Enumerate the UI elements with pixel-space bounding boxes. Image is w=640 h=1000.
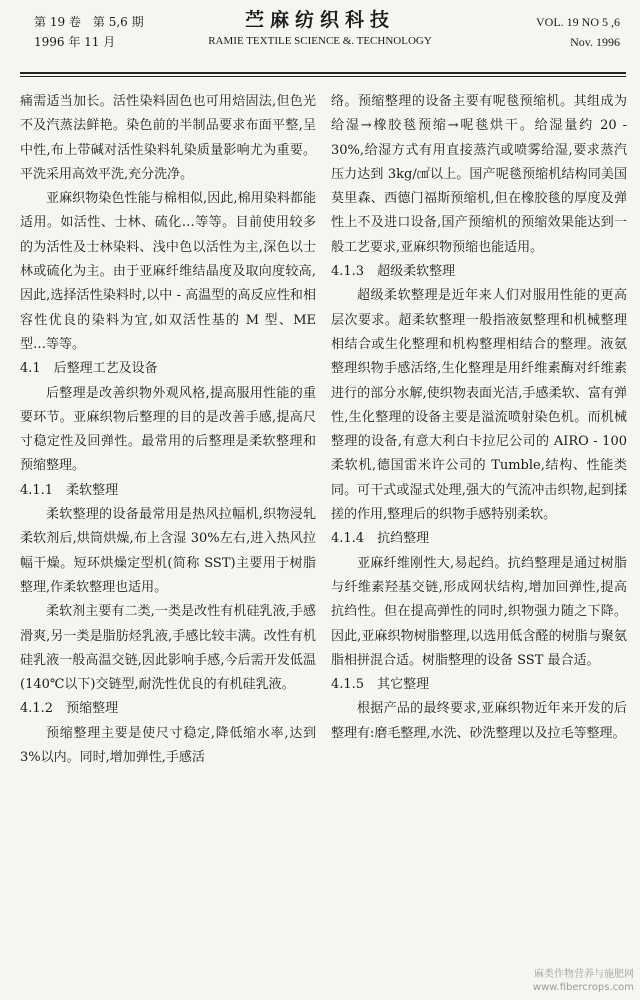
paragraph: 根据产品的最终要求,亚麻织物近年来开发的后整理有:磨毛整理,水洗、砂洗整理以及拉毛等整理。 [331, 701, 627, 741]
header-rule-thin [20, 76, 626, 77]
watermark-site-name: 麻类作物营养与施肥网 [534, 969, 634, 980]
section-heading: 4.1.1 柔软整理 [20, 482, 119, 498]
paragraph: 超级柔软整理是近年来人们对服用性能的更高层次要求。超柔软整理一般指液氨整理和机械整理相结合或生化整理和机构整理相结合的整理。液氨整理织物手感活络,生化整理是用纤维素酶对纤维素进行的部分水解,使织物表面光洁,手感柔软、富有弹性,生化整理的设备主要是溢流喷射染色机。而机械整理的设备,有意大利白卡拉尼公司的 AIRO - 100 柔软机,德国雷米许公司的 Tumble,结构、性能类同。可干式或湿式处理,强大的气流冲击织物,起到揉搓的作用,整理后的织物手感特别柔软。 [331, 288, 627, 523]
journal-title: 苎麻纺织科技 [244, 9, 395, 31]
issue-info-english [536, 12, 620, 52]
page-header [0, 0, 640, 72]
paragraph: 痛需适当加长。活性染料固色也可用焙固法,但色光不及汽蒸法鲜艳。染色前的半制品要求布面平整,呈中性,布上带碱对活性染料轧染质量影响尤为重要。平洗采用高效平洗,充分洗净。 [20, 94, 316, 182]
paragraph: 络。预缩整理的设备主要有呢毯预缩机。其组成为给湿→橡胶毯预缩→呢毯烘干。给湿量约 20 - 30%,给湿方式有用直接蒸汽或喷雾给湿,要求蒸汽压力达到 3kg/㎠以上。国产呢毯预缩机结构同美国莫里森、西德门福斯预缩机,但在橡胶毯的厚度及弹性上不及进口设备,国产预缩机的预缩效果能达到一般工艺要求,亚麻织物预缩也能适用。 [331, 94, 627, 255]
section-heading: 4.1.3 超级柔软整理 [331, 264, 456, 280]
volume-issue: 第 19 卷 第 5,6 期 [34, 15, 144, 29]
journal-title-block [170, 8, 470, 50]
header-rule-thick [20, 72, 626, 74]
issue-date-english: Nov. 1996 [570, 35, 620, 49]
watermark-url: www.fibercrops.com [532, 982, 634, 993]
volume-issue-english: VOL. 19 NO 5 ,6 [536, 15, 620, 29]
paragraph: 后整理是改善织物外观风格,提高服用性能的重要环节。亚麻织物后整理的目的是改善手感,提高尺寸稳定性及回弹性。最常用的后整理是柔软整理和预缩整理。 [20, 385, 316, 474]
left-column [20, 90, 316, 770]
site-watermark [533, 968, 634, 994]
section-heading: 4.1 后整理工艺及设备 [20, 361, 158, 377]
paragraph: 预缩整理主要是使尺寸稳定,降低缩水率,达到 3%以内。同时,增加弹性,手感活 [20, 725, 316, 766]
section-heading: 4.1.5 其它整理 [331, 677, 430, 693]
issue-info [34, 12, 144, 52]
paragraph: 柔软整理的设备最常用是热风拉幅机,织物浸轧柔软剂后,烘筒烘燥,布上含湿 30%左右,进入热风拉幅干燥。短环烘燥定型机(简称 SST)主要用于树脂整理,作柔软整理也适用。 [20, 507, 316, 595]
section-heading: 4.1.4 抗绉整理 [331, 531, 430, 547]
section-heading: 4.1.2 预缩整理 [20, 701, 119, 717]
paragraph: 柔软剂主要有二类,一类是改性有机硅乳液,手感滑爽,另一类是脂肪烃乳液,手感比较丰满。改性有机硅乳液一般高温交链,因此影响手感,今后需开发低温(140℃以下)交链型,耐洗性优良的有机硅乳液。 [20, 604, 316, 693]
paragraph: 亚麻织物染色性能与棉相似,因此,棉用染料都能适用。如活性、士林、硫化…等等。目前使用较多的为活性及士林染料、浅中色以活性为主,深色以士林或硫化为主。由于亚麻纤维结晶度及取向度较高,因此,选择活性染料时,以中 - 高温型的高反应性和相容性优良的染料为宜,如双活性基的 M 型、ME 型…等等。 [20, 191, 316, 352]
issue-date: 1996 年 11 月 [34, 35, 116, 49]
right-column [331, 90, 627, 746]
paragraph: 亚麻纤维刚性大,易起绉。抗绉整理是通过树脂与纤维素羟基交链,形成网状结构,增加回弹性,提高抗绉性。但在提高弹性的同时,织物强力随之下降。因此,亚麻织物树脂整理,以选用低含醛的树脂与聚氨脂相拼混合适。树脂整理的设备 SST 最合适。 [331, 555, 627, 668]
journal-title-english: RAMIE TEXTILE SCIENCE &. TECHNOLOGY [208, 35, 432, 47]
